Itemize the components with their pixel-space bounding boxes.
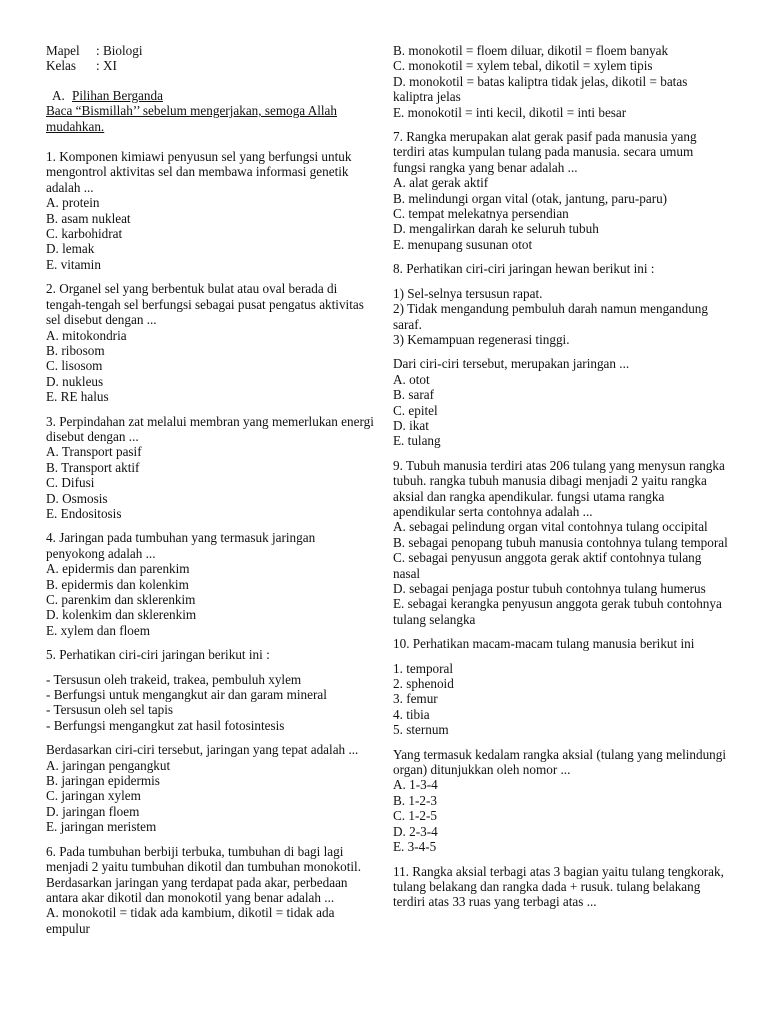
question-4-option-c: C. parenkim dan sklerenkim (46, 592, 196, 607)
question-8-option-e: E. tulang (393, 433, 441, 449)
question-5-features (46, 672, 376, 734)
question-1-text: 1. Komponen kimiawi penyusun sel yang berfungsi untuk mengontrol aktivitas sel dan membawa informasi genetik adalah ... (46, 149, 352, 195)
header-block (46, 43, 376, 74)
class-key: Kelas (46, 58, 77, 74)
question-4-option-d: D. kolenkim dan sklerenkim (46, 607, 197, 623)
question-3-option-b: B. Transport aktif (46, 459, 140, 475)
question-5-option-d: D. jaringan floem (46, 803, 140, 819)
question-2-text: 2. Organel sel yang berbentuk bulat atau oval berada di tengah-tengah sel berfungsi sebagai pusat pengatus aktivitas sel disebut dengan ... (46, 281, 364, 328)
question-8-features (393, 286, 729, 348)
question-10-option-b: B. 1-2-3 (393, 792, 437, 808)
subject-key: Mapel (46, 43, 80, 58)
question-8-text: 8. Perhatikan ciri-ciri jaringan hewan berikut ini : (393, 261, 655, 277)
question-5-option-b: B. jaringan epidermis (46, 773, 160, 789)
question-7-option-c: C. tempat melekatnya persendian (393, 206, 569, 222)
question-2-option-a: A. mitokondria (46, 327, 127, 343)
question-1 (46, 149, 376, 272)
question-10-option-e: E. 3-4-5 (393, 839, 437, 855)
right-column (393, 43, 729, 910)
question-7-text: 7. Rangka merupakan alat gerak pasif pada manusia yang terdiri atas kumpulan tulang pada manusia. secara umum fungsi rangka yang benar adalah ... (393, 129, 697, 175)
section-header (46, 88, 376, 134)
question-2-option-e: E. RE halus (46, 389, 109, 405)
question-2-option-c: C. lisosom (46, 358, 103, 374)
question-8-feature-1: 1) Sel-selnya tersusun rapat. (393, 285, 543, 301)
section-instruction: Baca “Bismillah’’ sebelum mengerjakan, semoga Allah mudahkan. (46, 103, 338, 134)
question-6-option-e: E. monokotil = inti kecil, dikotil = inti besar (393, 104, 627, 120)
question-1-option-c: C. karbohidrat (46, 226, 123, 242)
question-5-feature-4: - Berfungsi mengangkut zat hasil fotosintesis (46, 717, 285, 733)
subject-value: : Biologi (96, 43, 143, 58)
question-10 (393, 636, 729, 854)
question-3-option-a: A. Transport pasif (46, 444, 142, 460)
left-column (46, 43, 376, 936)
subject-row (46, 43, 376, 58)
question-10-item-1: 1. temporal (393, 660, 454, 676)
section-letter: A. (52, 87, 65, 103)
question-10-item-4: 4. tibia (393, 706, 430, 722)
question-10-items (393, 661, 729, 738)
question-8-option-a: A. otot (393, 371, 430, 387)
question-11 (393, 864, 729, 910)
question-5-text: 5. Perhatikan ciri-ciri jaringan berikut ini : (46, 647, 270, 663)
question-8-option-c: C. epitel (393, 402, 438, 418)
class-value: : XI (96, 58, 117, 74)
class-row (46, 58, 376, 73)
question-10-option-a: A. 1-3-4 (393, 777, 438, 793)
question-3-option-c: C. Difusi (46, 475, 95, 491)
question-4-option-b: B. epidermis dan kolenkim (46, 576, 189, 592)
question-3-option-e: E. Endositosis (46, 505, 122, 521)
question-2-option-d: D. nukleus (46, 373, 104, 389)
question-6-continued (393, 43, 729, 120)
question-9 (393, 458, 729, 627)
question-10-option-d: D. 2-3-4 (393, 823, 438, 839)
question-5-prompt: Berdasarkan ciri-ciri tersebut, jaringan yang tepat adalah ... (46, 742, 359, 758)
question-3 (46, 414, 376, 522)
question-10-option-c: C. 1-2-5 (393, 808, 437, 824)
question-7-option-b: B. melindungi organ vital (otak, jantung, paru-paru) (393, 190, 668, 206)
question-5-feature-1: - Tersusun oleh trakeid, trakea, pembuluh xylem (46, 671, 302, 687)
question-8-prompt: Dari ciri-ciri tersebut, merupakan jaringan ... (393, 356, 630, 372)
question-10-item-2: 2. sphenoid (393, 676, 454, 692)
question-8-feature-3: 3) Kemampuan regenerasi tinggi. (393, 331, 570, 347)
question-9-option-d: D. sebagai penjaga postur tubuh contohnya tulang humerus (393, 581, 706, 596)
question-7-option-d: D. mengalirkan darah ke seluruh tubuh (393, 221, 599, 237)
question-5 (46, 647, 376, 834)
question-10-item-5: 5. sternum (393, 722, 449, 738)
question-8-feature-2: 2) Tidak mengandung pembuluh darah namun mengandung saraf. (393, 301, 708, 332)
question-2-option-b: B. ribosom (46, 342, 105, 358)
question-10-item-3: 3. femur (393, 691, 438, 707)
question-8-option-b: B. saraf (393, 387, 435, 403)
question-6 (46, 844, 376, 936)
question-3-text: 3. Perpindahan zat melalui membran yang memerlukan energi disebut dengan ... (46, 413, 374, 444)
question-5-option-a: A. jaringan pengangkut (46, 757, 171, 773)
question-10-prompt: Yang termasuk kedalam rangka aksial (tulang yang melindungi organ) ditunjukkan oleh nomor ... (393, 746, 727, 778)
question-9-option-e: E. sebagai kerangka penyusun anggota gerak tubuh contohnya tulang selangka (393, 596, 722, 627)
question-6-option-a: A. monokotil = tidak ada kambium, dikotil = tidak ada empulur (46, 905, 335, 936)
question-1-option-b: B. asam nukleat (46, 210, 131, 226)
question-9-text: 9. Tubuh manusia terdiri atas 206 tulang yang menysun rangka tubuh. rangka tubuh manusia dibagi menjadi 2 yaitu rangka aksial dan rangka apendikular. fungsi utama rangka apendikular serta contohnya adalah ... (393, 457, 725, 519)
question-4 (46, 530, 376, 638)
question-11-text: 11. Rangka aksial terbagi atas 3 bagian yaitu tulang tengkorak, tulang belakang dan rangka dada + rusuk. tulang belakang terdiri atas 33 ruas yang terbagi atas ... (393, 863, 724, 910)
question-4-option-e: E. xylem dan floem (46, 622, 151, 638)
section-title-text: Pilihan Berganda (72, 87, 163, 103)
question-9-option-a: A. sebagai pelindung organ vital contohnya tulang occipital (393, 519, 708, 535)
question-5-option-c: C. jaringan xylem (46, 788, 141, 804)
question-9-option-b: B. sebagai penopang tubuh manusia contohnya tulang temporal (393, 534, 728, 550)
question-5-feature-3: - Tersusun oleh sel tapis (46, 702, 174, 718)
question-3-option-d: D. Osmosis (46, 490, 108, 506)
question-6-option-d: D. monokotil = batas kaliptra tidak jelas, dikotil = batas kaliptra jelas (393, 73, 688, 105)
question-1-option-d: D. lemak (46, 241, 95, 257)
question-6-option-c: C. monokotil = xylem tebal, dikotil = xylem tipis (393, 58, 653, 74)
question-5-feature-2: - Berfungsi untuk mengangkut air dan garam mineral (46, 687, 327, 703)
question-7-option-e: E. menupang susunan otot (393, 236, 533, 252)
question-7 (393, 129, 729, 252)
question-1-option-e: E. vitamin (46, 256, 101, 272)
question-6-option-b: B. monokotil = floem diluar, dikotil = floem banyak (393, 43, 669, 58)
question-8 (393, 261, 729, 448)
question-8-option-d: D. ikat (393, 417, 429, 433)
question-4-text: 4. Jaringan pada tumbuhan yang termasuk jaringan penyokong adalah ... (46, 530, 316, 561)
question-6-text: 6. Pada tumbuhan berbiji terbuka, tumbuhan di bagi lagi menjadi 2 yaitu tumbuhan dikotil dan tumbuhan monokotil. Berdasarkan jaringan yang terdapat pada akar, perbedaan antara akar dikotil dan monokotil yang benar adalah ... (46, 843, 361, 905)
question-2 (46, 281, 376, 404)
question-1-option-a: A. protein (46, 195, 100, 211)
question-4-option-a: A. epidermis dan parenkim (46, 561, 190, 577)
section-title (46, 88, 376, 103)
question-7-option-a: A. alat gerak aktif (393, 175, 489, 191)
question-10-text: 10. Perhatikan macam-macam tulang manusia berikut ini (393, 636, 695, 652)
question-9-option-c: C. sebagai penyusun anggota gerak aktif contohnya tulang nasal (393, 550, 702, 581)
question-5-option-e: E. jaringan meristem (46, 819, 157, 835)
